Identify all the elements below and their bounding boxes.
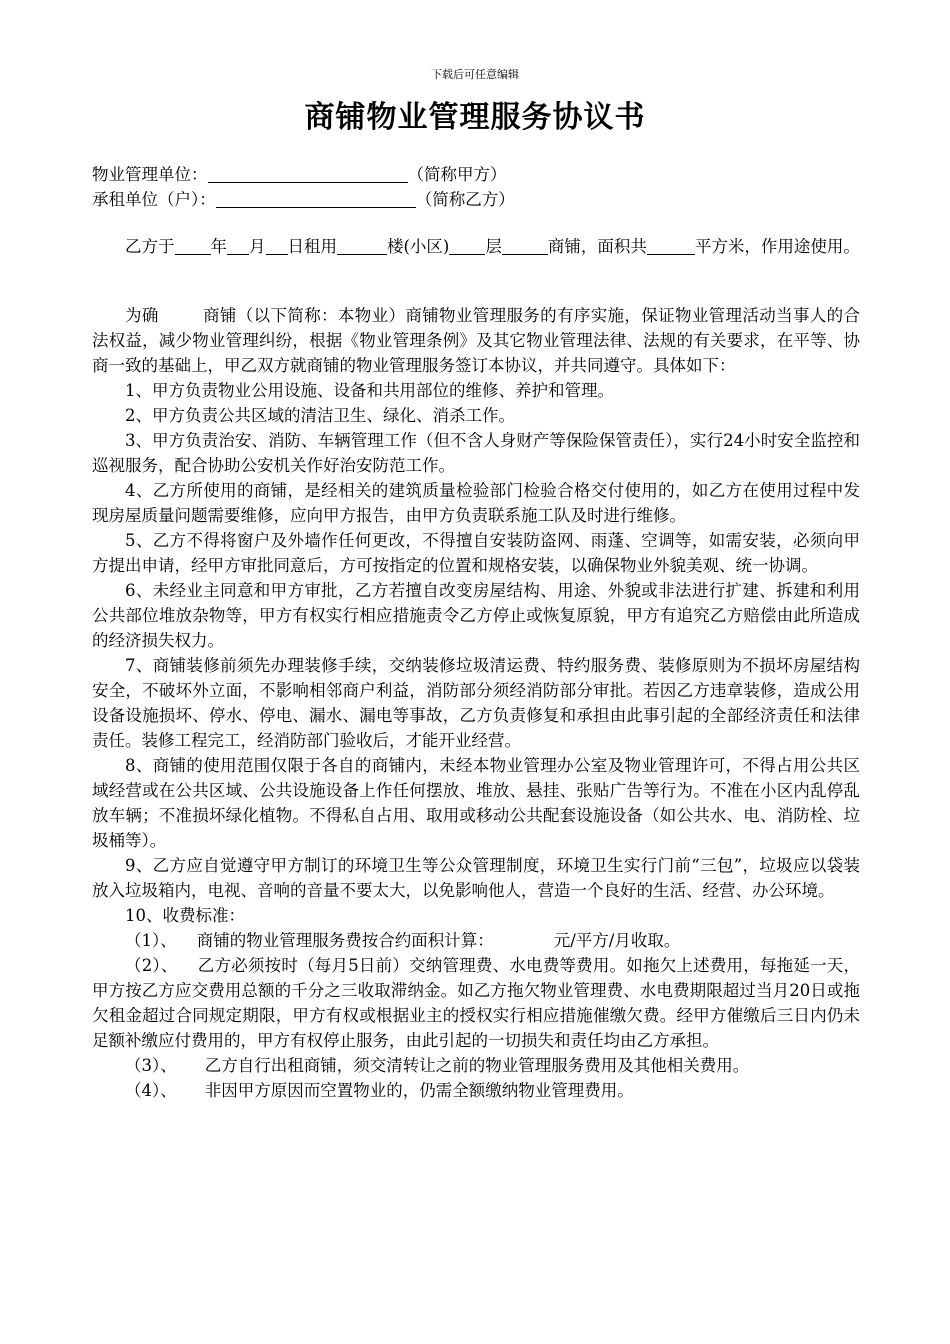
shop-blank xyxy=(502,236,548,255)
clause-9: 9、乙方应自觉遵守甲方制订的环境卫生等公众管理制度，环境卫生实行门前“三包”，垃圾应以袋装放入垃圾箱内，电视、音响的音量不要太大，以免影响他人，营造一个良好的生活、经营、办公环境。 xyxy=(92,856,860,900)
clause-1: 1、甲方负责物业公用设施、设备和共用部位的维修、养护和管理。 xyxy=(125,381,614,400)
document-body xyxy=(92,162,860,1103)
preamble-paragraph xyxy=(92,303,860,378)
party-b-suffix: （简称乙方） xyxy=(415,190,515,209)
fee-text: 非因甲方原因而空置物业的，仍需全额缴纳物业管理费用。 xyxy=(204,1081,634,1100)
fee-item-1 xyxy=(92,928,860,953)
building-blank xyxy=(337,236,387,255)
intro-text: 年 xyxy=(210,237,227,256)
document-title: 商铺物业管理服务协议书 xyxy=(304,100,646,135)
intro-text: 乙方于 xyxy=(125,237,175,256)
party-b-line xyxy=(92,187,860,212)
party-a-label: 物业管理单位： xyxy=(92,165,208,184)
year-blank xyxy=(175,236,211,255)
intro-paragraph xyxy=(92,234,860,259)
area-blank xyxy=(647,236,695,255)
fee-number: （1）、 xyxy=(125,931,177,950)
fee-text: 乙方自行出租商铺，须交清转让之前的物业管理服务费用及其他相关费用。 xyxy=(204,1056,750,1075)
month-blank xyxy=(227,236,249,255)
day-blank xyxy=(266,236,288,255)
fee-text: 元/平方/月收取。 xyxy=(553,931,681,950)
preamble-text: 为确 xyxy=(125,306,159,325)
clause-8: 8、商铺的使用范围仅限于各自的商铺内，未经本物业管理办公室及物业管理许可，不得占用公共区域经营或在公共区域、公共设施设备上作任何摆放、堆放、悬挂、张贴广告等行为。不准在小区内乱停乱放车辆；不准损坏绿化植物。不得私自占用、取用或移动公共配套设施设备（如公共水、电、消防栓、垃圾桶等）。 xyxy=(92,756,860,850)
party-a-line xyxy=(92,162,860,187)
preamble-text: 商铺（以下简称：本物业）商铺物业管理服务的有序实施，保证物业管理活动当事人的合法权益，减少物业管理纠纷，根据《物业管理条例》及其它物业管理法律、法规的有关要求，在平等、协商一致的基础上，甲乙双方就商铺的物业管理服务签订本协议，并共同遵守。具体如下： xyxy=(92,306,861,375)
intro-text: 日租用 xyxy=(287,237,337,256)
clause-4: 4、乙方所使用的商铺，是经相关的建筑质量检验部门检验合格交付使用的，如乙方在使用过程中发现房屋质量问题需要维修，应向甲方报告，由甲方负责联系施工队及时进行维修。 xyxy=(92,481,860,525)
clause-10: 10、收费标准： xyxy=(125,906,245,925)
fee-number: （2）、 xyxy=(125,956,178,975)
fee-item-2 xyxy=(92,953,860,1053)
party-a-suffix: （简称甲方） xyxy=(407,165,507,184)
fee-text: 乙方必须按时（每月5日前）交纳管理费、水电费等费用。如拖欠上述费用，每拖延一天，甲方按乙方应交费用总额的千分之三收取滞纳金。如乙方拖欠物业管理费、水电费期限超过当月20日或拖欠租金超过合同规定期限，甲方有权或根据业主的授权实行相应措施催缴欠费。经甲方催缴后三日内仍未足额补缴应付费用的，甲方有权停止服务，由此引起的一切损失和责任均由乙方承担。 xyxy=(92,956,861,1050)
fee-number: （3）、 xyxy=(125,1056,177,1075)
intro-text: 商铺，面积共 xyxy=(547,237,647,256)
party-a-blank xyxy=(208,164,408,183)
intro-text: 层 xyxy=(485,237,502,256)
fee-item-4 xyxy=(92,1078,860,1103)
fee-text: 商铺的物业管理服务费按合约面积计算： xyxy=(196,931,494,950)
intro-text: 平方米，作用途使用。 xyxy=(694,237,860,256)
party-b-blank xyxy=(216,189,416,208)
header-note: 下载后可任意编辑 xyxy=(431,68,519,81)
fee-number: （4）、 xyxy=(125,1081,177,1100)
clause-6: 6、未经业主同意和甲方审批，乙方若擅自改变房屋结构、用途、外貌或非法进行扩建、拆建和利用公共部位堆放杂物等，甲方有权实行相应措施责令乙方停止或恢复原貌，甲方有追究乙方赔偿由此所造成的经济损失权力。 xyxy=(92,581,860,650)
fee-item-3 xyxy=(92,1053,860,1078)
clause-5: 5、乙方不得将窗户及外墙作任何更改，不得擅自安装防盗网、雨蓬、空调等，如需安装，必须向甲方提出申请，经甲方审批同意后，方可按指定的位置和规格安装，以确保物业外貌美观、统一协调。 xyxy=(92,531,860,575)
intro-text: 楼(小区) xyxy=(387,237,450,256)
intro-text: 月 xyxy=(249,237,266,256)
clause-7: 7、商铺装修前须先办理装修手续，交纳装修垃圾清运费、特约服务费、装修原则为不损坏房屋结构安全，不破坏外立面，不影响相邻商户利益，消防部分须经消防部分审批。若因乙方违章装修，造成公用设备设施损坏、停水、停电、漏水、漏电等事故，乙方负责修复和承担由此事引起的全部经济责任和法律责任。装修工程完工，经消防部门验收后，才能开业经营。 xyxy=(92,656,860,750)
clause-3: 3、甲方负责治安、消防、车辆管理工作（但不含人身财产等保险保管责任），实行24小时安全监控和巡视服务，配合协助公安机关作好治安防范工作。 xyxy=(92,431,860,475)
floor-blank xyxy=(449,236,485,255)
clause-2: 2、甲方负责公共区域的清洁卫生、绿化、消杀工作。 xyxy=(125,406,515,425)
party-b-label: 承租单位（户）： xyxy=(92,190,216,209)
